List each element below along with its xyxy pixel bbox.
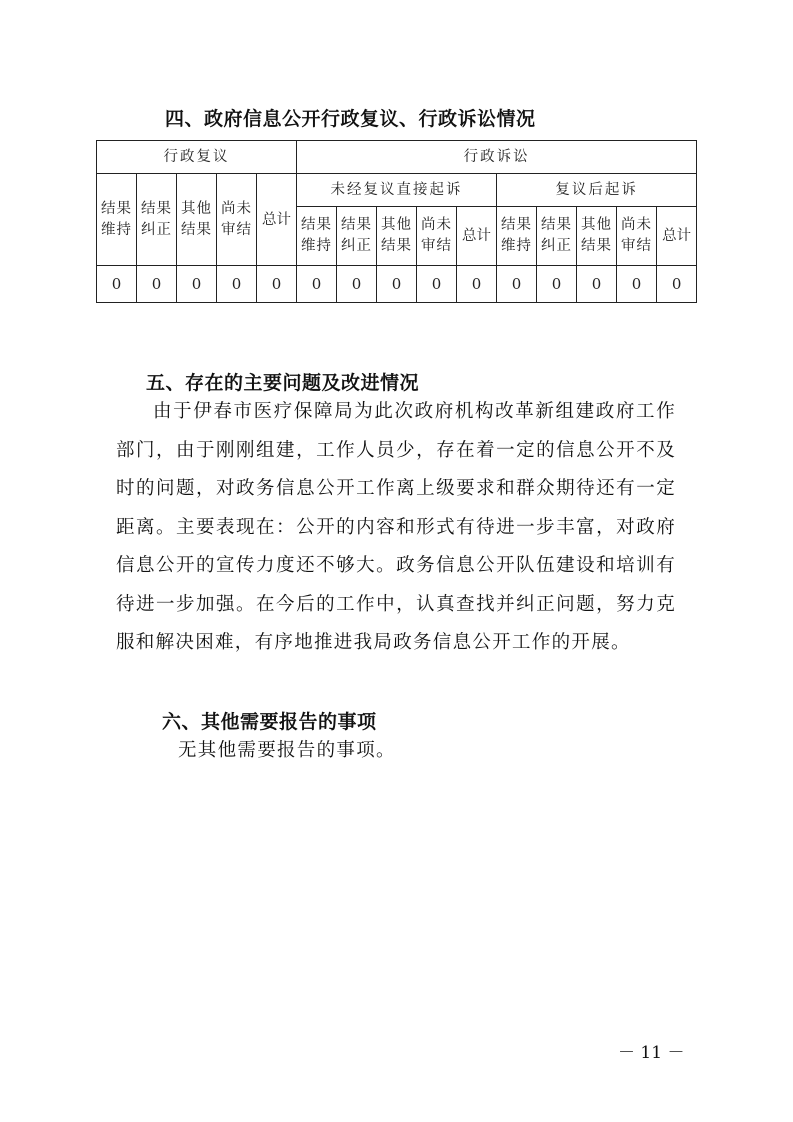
value-cell: 0 xyxy=(417,266,457,303)
table-row xyxy=(97,266,697,303)
value-cell: 0 xyxy=(97,266,137,303)
section4-heading: 四、政府信息公开行政复议、行政诉讼情况 xyxy=(165,108,536,130)
direct-maintained-header: 结果维持 xyxy=(301,217,333,254)
value-cell: 0 xyxy=(177,266,217,303)
review-other-header: 其他结果 xyxy=(180,200,212,238)
section6-heading: 六、其他需要报告的事项 xyxy=(162,711,377,733)
section5-paragraph: 由于伊春市医疗保障局为此次政府机构改革新组建政府工作部门，由于刚刚组建，工作人员少，存在着一定的信息公开不及时的问题，对政务信息公开工作离上级要求和群众期待还有一定距离。主要表现在：公开的内容和形式有待进一步丰富，对政府信息公开的宣传力度还不够大。政务信息公开队伍建设和培训有待进一步加强。在今后的工作中，认真查找并纠正问题，努力克服和解决困难，有序地推进我局政务信息公开工作的开展。 xyxy=(116,401,676,653)
direct-corrected-header: 结果纠正 xyxy=(341,217,373,254)
after-pending-header: 尚未审结 xyxy=(621,217,653,254)
admin-review-header: 行政复议 xyxy=(97,141,297,174)
value-cell: 0 xyxy=(457,266,497,303)
after-review-suit-header: 复议后起诉 xyxy=(497,174,697,207)
value-cell: 0 xyxy=(257,266,297,303)
direct-total-header: 总计 xyxy=(462,228,492,244)
value-cell: 0 xyxy=(217,266,257,303)
review-pending-header: 尚未审结 xyxy=(220,200,252,238)
after-maintained-header: 结果维持 xyxy=(501,217,533,254)
review-litigation-table xyxy=(96,140,697,303)
value-cell: 0 xyxy=(537,266,577,303)
section5-heading: 五、存在的主要问题及改进情况 xyxy=(146,372,420,394)
value-cell: 0 xyxy=(577,266,617,303)
value-cell: 0 xyxy=(497,266,537,303)
admin-litigation-header: 行政诉讼 xyxy=(297,141,697,174)
value-cell: 0 xyxy=(337,266,377,303)
review-total-header: 总计 xyxy=(262,211,292,228)
after-corrected-header: 结果纠正 xyxy=(541,217,573,254)
after-other-header: 其他结果 xyxy=(581,217,613,254)
direct-suit-header: 未经复议直接起诉 xyxy=(297,174,497,207)
direct-pending-header: 尚未审结 xyxy=(421,217,453,254)
value-cell: 0 xyxy=(297,266,337,303)
value-cell: 0 xyxy=(137,266,177,303)
direct-other-header: 其他结果 xyxy=(381,217,413,254)
after-total-header: 总计 xyxy=(662,228,692,244)
review-corrected-header: 结果纠正 xyxy=(140,200,172,238)
value-cell: 0 xyxy=(657,266,697,303)
value-cell: 0 xyxy=(377,266,417,303)
page-number: － 11 － xyxy=(618,1043,685,1063)
section6-paragraph: 无其他需要报告的事项。 xyxy=(178,740,396,761)
review-maintained-header: 结果维持 xyxy=(100,200,132,238)
value-cell: 0 xyxy=(617,266,657,303)
